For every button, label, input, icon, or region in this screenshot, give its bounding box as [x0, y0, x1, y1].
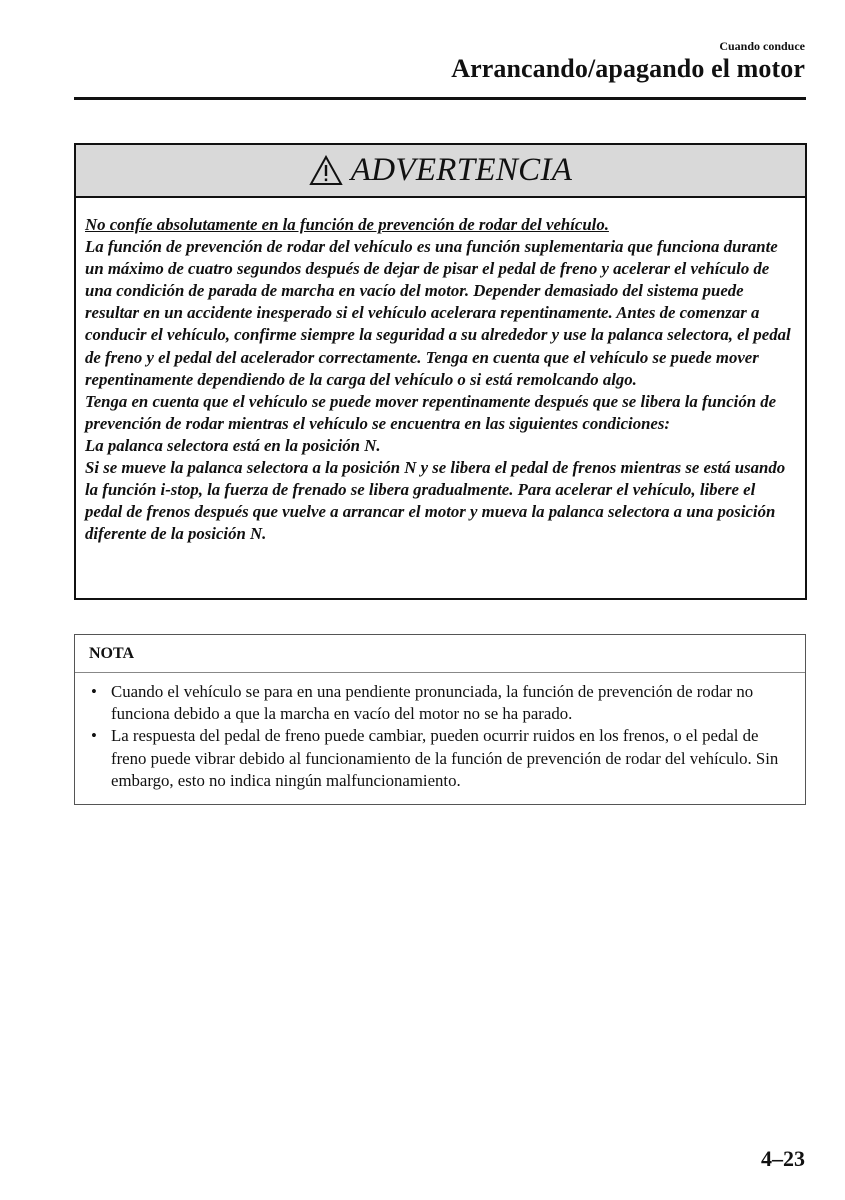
warning-paragraph: Si se mueve la palanca selectora a la posición N y se libera el pedal de frenos mientras se está usando la función i-stop, la fuerza de frenado se libera gradualmente. Para acelerar el vehículo, libere el pedal de frenos después que vuelve a arrancar el motor y mueva la palanca selectora a una posición diferente de la posición N.: [85, 458, 786, 544]
bullet: •: [91, 726, 97, 746]
warning-paragraph: Tenga en cuenta que el vehículo se puede mover repentinamente después que se libera la función de prevención de rodar mientras el vehículo se encuentra en las siguientes condiciones:: [85, 391, 777, 433]
page-title: Arrancando/apagando el motor: [451, 54, 805, 83]
warning-box: [74, 143, 807, 600]
warning-lead: No confíe absolutamente en la función de prevención de rodar del vehículo.: [85, 215, 609, 234]
note-list: [75, 673, 805, 792]
page-number: 4–23: [761, 1146, 805, 1171]
warning-paragraph: La palanca selectora está en la posición N.: [85, 435, 381, 455]
bullet: •: [91, 682, 97, 701]
header-rule: [74, 97, 806, 100]
list-item: [89, 725, 797, 792]
section-label: Cuando conduce: [719, 39, 805, 53]
warning-paragraph: La función de prevención de rodar del vehículo es una función suplementaria que funciona durante un máximo de cuatro segundos después de dejar de pisar el pedal de freno y acelerar el vehículo de una condición de parada de marcha en vacío del motor. Depender demasiado del sistema puede resultar en un accidente inesperado si el vehículo acelerara repentinamente. Antes de comenzar a conducir el vehículo, confirme siempre la seguridad a su alrededor y use la palanca selectora, el pedal de freno y el pedal del acelerador correctamente. Tenga en cuenta que el vehículo se puede mover repentinamente dependiendo de la carga del vehículo o si está remolcando algo.: [85, 237, 791, 389]
list-item: [89, 681, 797, 725]
warning-title: ADVERTENCIA: [350, 152, 573, 188]
warning-triangle-icon: [309, 155, 343, 187]
warning-body: [76, 198, 805, 545]
warning-header: [76, 145, 805, 198]
note-text: Cuando el vehículo se para en una pendiente pronunciada, la función de prevención de rodar no funciona debido a que la marcha en vacío del motor no se ha parado.: [111, 682, 754, 724]
note-box: [74, 634, 806, 805]
note-heading: NOTA: [75, 635, 805, 673]
note-text: La respuesta del pedal de freno puede cambiar, pueden ocurrir ruidos en los frenos, o el pedal de freno puede vibrar debido al funcionamiento de la función de prevención de rodar del vehículo. Sin embargo, esto no indica ningún malfuncionamiento.: [111, 726, 779, 790]
